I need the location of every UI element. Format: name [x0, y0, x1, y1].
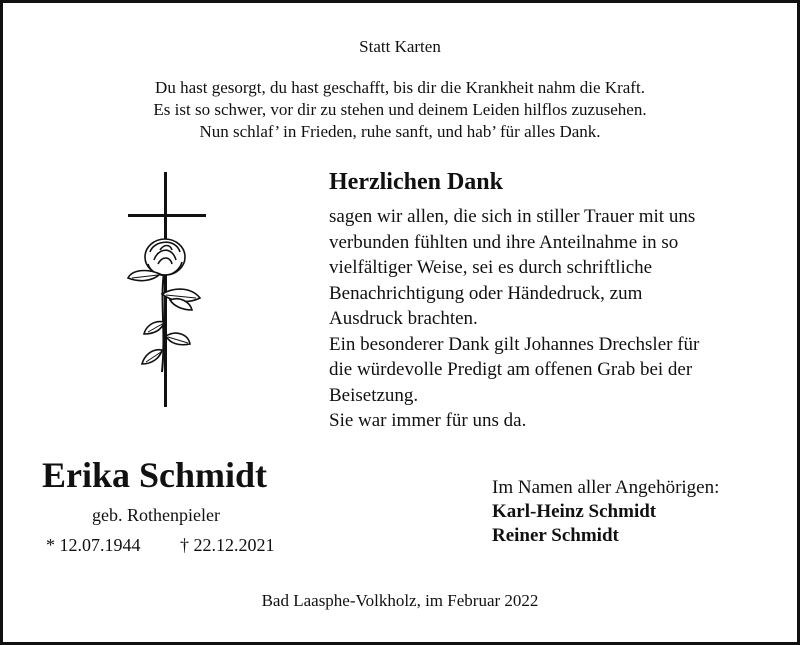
thanks-line: Ein besonderer Dank gilt Johannes Drechsler für	[329, 333, 700, 355]
poem	[0, 77, 800, 143]
cross-with-rose-icon	[120, 172, 215, 407]
thanks-line: vielfältiger Weise, sei es durch schriftliche	[329, 257, 653, 278]
family-intro: Im Namen aller Angehörigen:	[492, 477, 720, 498]
thanks-line: verbunden fühlten und ihre Anteilnahme in so	[329, 231, 679, 253]
thanks-line: Sie war immer für uns da.	[329, 410, 527, 431]
birth-date: * 12.07.1944	[46, 535, 141, 555]
thanks-heading: Herzlichen Dank	[329, 169, 503, 195]
thanks-line: Beisetzung.	[329, 384, 419, 406]
family-member: Reiner Schmidt	[492, 525, 619, 546]
thanks-line: die würdevolle Predigt am offenen Grab bei der	[329, 359, 693, 380]
footer-place-date: Bad Laasphe-Volkholz, im Februar 2022	[261, 591, 539, 610]
poem-line: Es ist so schwer, vor dir zu stehen und deinem Leiden hilflos zuzusehen.	[153, 100, 647, 119]
poem-line: Nun schlaf’ in Frieden, ruhe sanft, und hab’ für alles Dank.	[199, 122, 601, 141]
thanks-body	[329, 204, 769, 434]
thanks-line: sagen wir allen, die sich in stiller Trauer mit uns	[329, 206, 696, 227]
death-date: † 22.12.2021	[180, 535, 275, 555]
thanks-line: Ausdruck brachten.	[329, 308, 478, 329]
header-title: Statt Karten	[359, 37, 441, 56]
maiden-name: geb. Rothenpieler	[92, 505, 220, 525]
family-member: Karl-Heinz Schmidt	[492, 501, 657, 522]
thanks-line: Benachrichtigung oder Händedruck, zum	[329, 282, 643, 304]
poem-line: Du hast gesorgt, du hast geschafft, bis dir die Krankheit nahm die Kraft.	[155, 78, 645, 97]
family-signature	[492, 476, 719, 548]
deceased-name: Erika Schmidt	[42, 455, 268, 495]
